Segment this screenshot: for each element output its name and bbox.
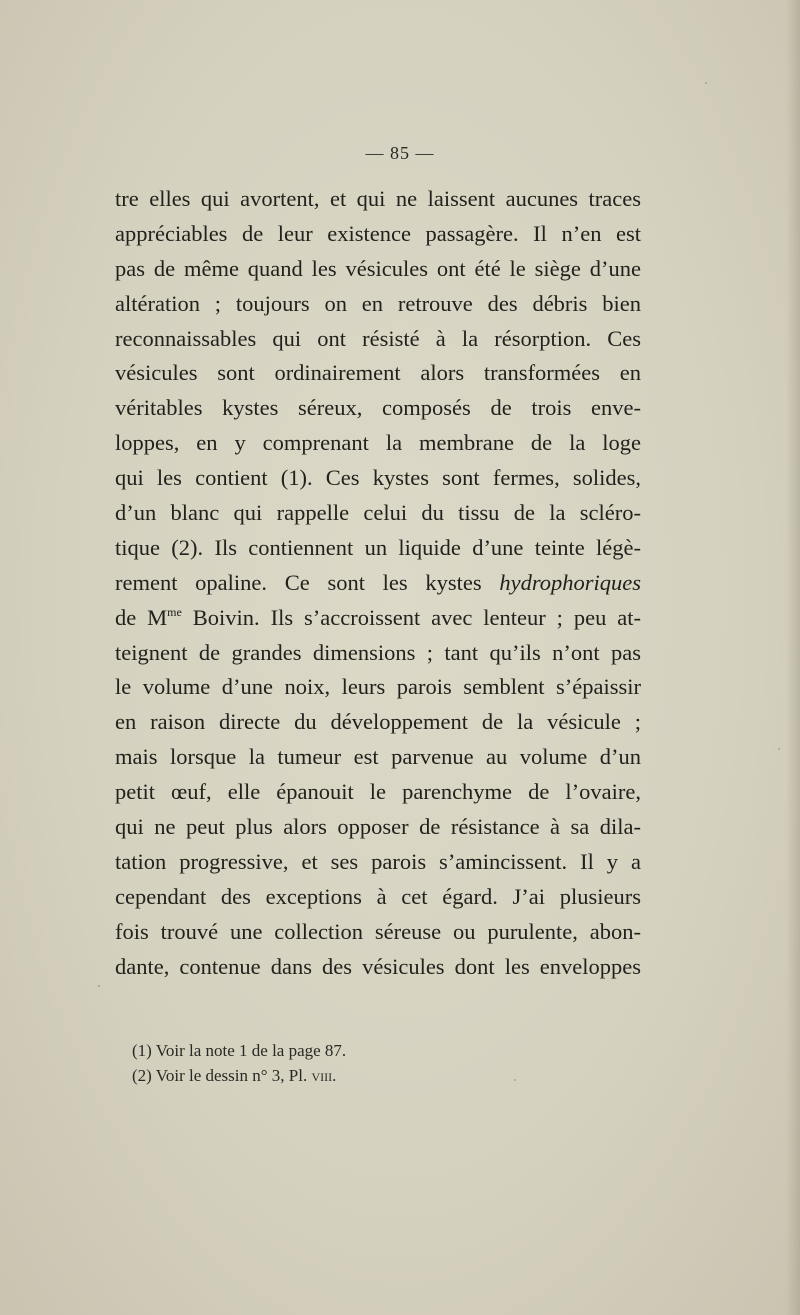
paper-speck bbox=[98, 985, 100, 987]
text-line-8: loppes, en y comprenant la membrane de la loge bbox=[115, 430, 641, 456]
paper-speck bbox=[705, 82, 707, 84]
text-line-16: en raison directe du développement de la vésicule ; bbox=[115, 709, 641, 735]
text-line-13 bbox=[115, 601, 641, 636]
paper-speck bbox=[778, 748, 780, 750]
text-line-13-rest: Boivin. Ils s’accroissent avec lenteur ; peu at- bbox=[181, 604, 641, 630]
footnote-2-text: (2) Voir le dessin n° 3, Pl. bbox=[132, 1066, 308, 1085]
text-line-5: reconnaissables qui ont résisté à la résorption. Ces bbox=[115, 325, 641, 351]
footnotes bbox=[132, 1038, 532, 1088]
plate-number: viii. bbox=[311, 1066, 337, 1085]
text-line-23: dante, contenue dans des vésicules dont les enveloppes bbox=[115, 953, 641, 979]
text-line-22: fois trouvé une collection séreuse ou purulente, abon- bbox=[115, 918, 641, 944]
text-line-11: tique (2). Ils contiennent un liquide d’une teinte légè- bbox=[115, 534, 641, 560]
text-line-12 bbox=[115, 566, 641, 601]
text-line-15: le volume d’une noix, leurs parois semblent s’épaissir bbox=[115, 674, 641, 700]
text-line-20: tation progressive, et ses parois s’amincissent. Il y a bbox=[115, 848, 641, 874]
page-number: — 85 — bbox=[365, 143, 435, 163]
text-line-21: cependant des exceptions à cet égard. J’ai plusieurs bbox=[115, 883, 641, 909]
text-line-2: appréciables de leur existence passagère. Il n’en est bbox=[115, 220, 641, 246]
text-line-9: qui les contient (1). Ces kystes sont fermes, solides, bbox=[115, 465, 641, 491]
text-line-1: tre elles qui avortent, et qui ne laissent aucunes traces bbox=[115, 186, 641, 211]
text-line-14: teignent de grandes dimensions ; tant qu’ils n’ont pas bbox=[115, 639, 641, 665]
text-line-17: mais lorsque la tumeur est parvenue au volume d’un bbox=[115, 744, 641, 770]
footnote-2 bbox=[132, 1063, 532, 1088]
italic-term: hydrophoriques bbox=[499, 569, 641, 595]
paper-speck bbox=[514, 1079, 516, 1081]
text-line-6: vésicules sont ordinairement alors transformées en bbox=[115, 360, 641, 386]
title-superscript: me bbox=[167, 604, 182, 619]
text-line-4: altération ; toujours on en retrouve des débris bien bbox=[115, 290, 641, 316]
body-text bbox=[115, 182, 641, 984]
text-line-12-start: rement opaline. Ce sont les kystes bbox=[115, 569, 482, 595]
text-line-19: qui ne peut plus alors opposer de résistance à sa dila- bbox=[115, 814, 641, 840]
text-line-13-start: de M bbox=[115, 604, 168, 630]
text-line-10: d’un blanc qui rappelle celui du tissu de la scléro- bbox=[115, 500, 641, 526]
text-line-3: pas de même quand les vésicules ont été le siège d’une bbox=[115, 255, 641, 281]
footnote-1: (1) Voir la note 1 de la page 87. bbox=[132, 1041, 347, 1060]
text-line-18: petit œuf, elle épanouit le parenchyme de l’ovaire, bbox=[115, 779, 641, 805]
text-line-7: véritables kystes séreux, composés de trois enve- bbox=[115, 395, 641, 421]
page-edge-shadow bbox=[786, 0, 800, 1315]
